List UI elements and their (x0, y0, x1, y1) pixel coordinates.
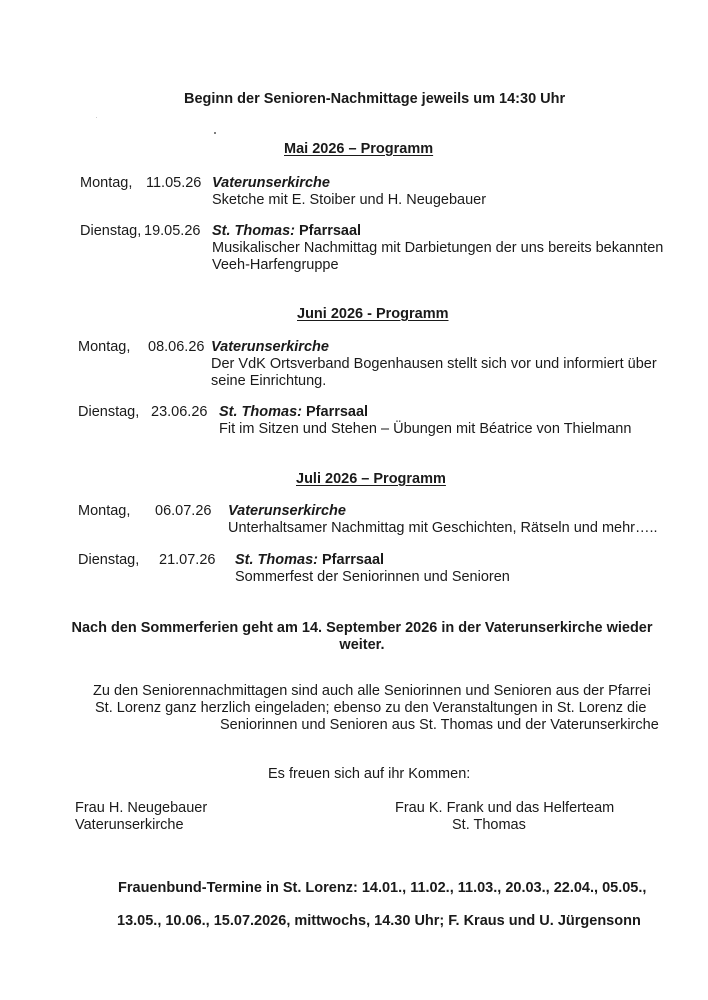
event-venue (211, 339, 329, 355)
month-heading-juni: Juni 2026 - Programm (297, 306, 449, 322)
venue-name: Vaterunserkirche (228, 503, 346, 519)
closing-greeting: Es freuen sich auf ihr Kommen: (268, 766, 471, 782)
signer-left-name: Frau H. Neugebauer (75, 800, 208, 816)
page-title: Beginn der Senioren-Nachmittage jeweils um 14:30 Uhr (184, 91, 566, 107)
event-description: Veeh-Harfengruppe (212, 257, 339, 273)
event-date: 06.07.26 (155, 503, 212, 519)
venue-room: Pfarrsaal (306, 404, 369, 420)
event-description: Der VdK Ortsverband Bogenhausen stellt sich vor und informiert über (211, 356, 657, 372)
event-description: Fit im Sitzen und Stehen – Übungen mit Béatrice von Thielmann (219, 421, 632, 437)
event-description: seine Einrichtung. (211, 373, 327, 389)
event-date: 21.07.26 (159, 552, 216, 568)
summer-notice-text: weiter. (339, 637, 385, 653)
venue-room: Pfarrsaal (322, 552, 385, 568)
event-description: Sommerfest der Seniorinnen und Senioren (235, 569, 510, 585)
scan-speck (96, 117, 97, 118)
event-weekday: Dienstag, (78, 404, 140, 420)
invitation-line2: St. Lorenz ganz herzlich eingeladen; ebenso zu den Veranstaltungen in St. Lorenz die (95, 700, 647, 716)
summer-notice-line2 (0, 637, 708, 653)
venue-name: St. Thomas: (219, 404, 302, 420)
event-date: 23.06.26 (151, 404, 208, 420)
summer-notice-line1 (0, 620, 708, 636)
event-description: Sketche mit E. Stoiber und H. Neugebauer (212, 192, 487, 208)
event-date: 08.06.26 (148, 339, 205, 355)
event-date: 11.05.26 (146, 175, 202, 191)
event-description: Musikalischer Nachmittag mit Darbietungen der uns bereits bekannten (212, 240, 664, 256)
frauenbund-line2: 13.05., 10.06., 15.07.2026, mittwochs, 14.30 Uhr; F. Kraus und U. Jürgensonn (117, 913, 641, 929)
signer-left-place: Vaterunserkirche (75, 817, 184, 833)
event-description: Unterhaltsamer Nachmittag mit Geschichten, Rätseln und mehr….. (228, 520, 658, 536)
venue-name: St. Thomas: (235, 552, 318, 568)
event-venue (212, 223, 361, 239)
invitation-line3: Seniorinnen und Senioren aus St. Thomas und der Vaterunserkirche (220, 717, 659, 733)
frauenbund-line1: Frauenbund-Termine in St. Lorenz: 14.01., 11.02., 11.03., 20.03., 22.04., 05.05., (118, 880, 647, 896)
event-venue (235, 552, 384, 568)
month-heading-juli: Juli 2026 – Programm (296, 471, 446, 487)
event-weekday: Montag, (78, 339, 131, 355)
event-venue (228, 503, 346, 519)
event-weekday: Dienstag, (80, 223, 142, 239)
scan-speck (214, 132, 216, 134)
venue-name: Vaterunserkirche (211, 339, 329, 355)
event-venue (219, 404, 368, 420)
event-weekday: Montag, (80, 175, 133, 191)
event-venue (212, 175, 330, 191)
invitation-line1: Zu den Seniorennachmittagen sind auch alle Seniorinnen und Senioren aus der Pfarrei (93, 683, 651, 699)
event-weekday: Dienstag, (78, 552, 140, 568)
event-weekday: Montag, (78, 503, 131, 519)
summer-notice-text: Nach den Sommerferien geht am 14. September 2026 in der Vaterunserkirche wieder (71, 620, 653, 636)
month-heading-mai: Mai 2026 – Programm (284, 141, 434, 157)
signer-right-place: St. Thomas (452, 817, 526, 833)
venue-name: St. Thomas: (212, 223, 295, 239)
event-date: 19.05.26 (144, 223, 201, 239)
venue-room: Pfarrsaal (299, 223, 362, 239)
venue-name: Vaterunserkirche (212, 175, 330, 191)
signer-right-name: Frau K. Frank und das Helferteam (395, 800, 615, 816)
